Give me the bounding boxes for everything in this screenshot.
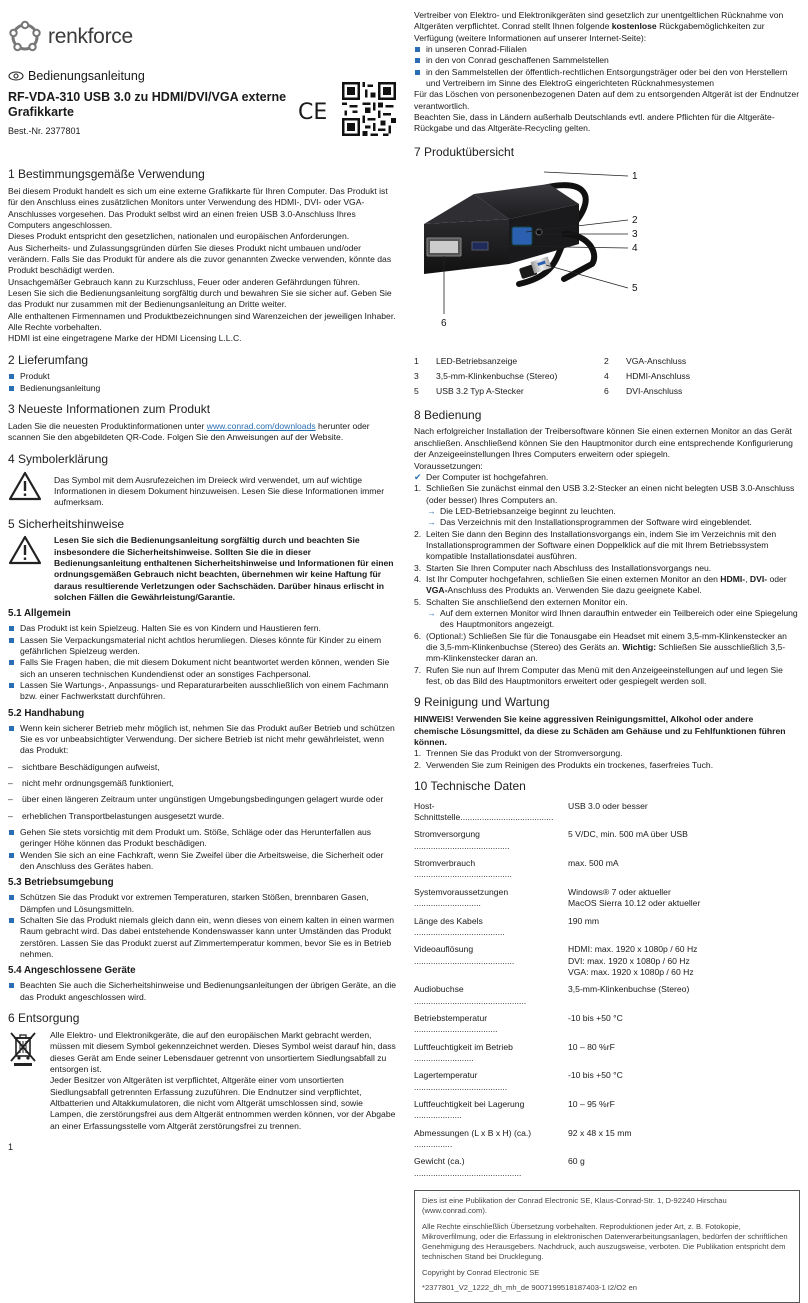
step-text: oder xyxy=(767,573,787,584)
result-item: → Das Verzeichnis mit den Installationsprogrammen der Software wird eingeblendet. xyxy=(414,517,800,528)
step-item: 7. Rufen Sie nun auf Ihrem Computer das Menü mit den Anzeigeeinstellungen auf und legen Sie fest, ob das Bild des Hauptmonitors erweitert oder gespiegelt werden soll. xyxy=(414,664,783,687)
step-text: Starten Sie Ihren Computer nach Abschluss des Installationsvorgangs neu. xyxy=(426,562,712,573)
section-title-disposal: 6 Entsorgung xyxy=(8,1011,80,1026)
section-title-safety: 5 Sicherheitshinweise xyxy=(8,516,125,531)
operation-steps xyxy=(414,483,800,687)
legend-label: LED-Betriebsanzeige xyxy=(436,355,518,366)
spec-value xyxy=(568,798,800,827)
spec-value-line: 3,5-mm-Klinkenbuchse (Stereo) xyxy=(568,984,690,995)
legend-number: 5 xyxy=(414,386,419,397)
paragraph: Alle Elektro- und Elektronikgeräte, die auf den europäischen Markt gebracht werden, müssen mit diesem Symbol gekennzeichnet werden. Dieses Symbol weist darauf hin, dass dieses Gerät am Ende seiner Lebensdauer getrennt von unsortiertem Siedlungsabfall zu entsorgen ist. xyxy=(50,1029,396,1074)
subsection-title-general: 5.1 Allgemein xyxy=(8,608,71,620)
spec-value xyxy=(568,1010,800,1039)
section-title-intended-use: 1 Bestimmungsgemäße Verwendung xyxy=(8,167,205,181)
paragraph: Dieses Produkt entspricht den gesetzlichen, nationalen und europäischen Anforderungen. xyxy=(8,231,350,242)
spec-value xyxy=(568,1067,800,1096)
legend-label: VGA-Anschluss xyxy=(626,355,687,366)
legend-label: HDMI-Anschluss xyxy=(626,370,690,381)
spec-value xyxy=(568,1125,800,1154)
spec-key: Betriebstemperatur ................................... xyxy=(414,1012,498,1035)
legend-number: 2 xyxy=(604,355,609,366)
spec-key: Abmessungen (L x B x H) (ca.) ................ xyxy=(414,1127,532,1149)
legend-label: 3,5-mm-Klinkenbuchse (Stereo) xyxy=(436,370,558,381)
text-bold: HDMI- xyxy=(720,573,746,584)
renkforce-logo-icon xyxy=(8,22,42,52)
spec-value xyxy=(568,1153,800,1182)
document-header xyxy=(8,22,396,167)
list-item: in den Sammelstellen der öffentlich-rechtlichen Entsorgungsträger oder bei den von Herstellern und Vertreibern im Sinne des ElektroG eingerichteten Rücknahmesystemen xyxy=(414,67,800,90)
text-bold: kostenlose xyxy=(611,21,657,32)
spec-value xyxy=(568,855,800,884)
safety-intro: Lesen Sie sich die Bedienungsanleitung sorgfältig durch und beachten Sie insbesondere die Sicherheitshinweise. Sollten Sie die in dieser Bedienungsanleitung enthaltenen Sicherheitshinweise und Informationen für einen ordnungsgemäßen Gebrauch nicht beachten, übernehmen wir keine Haftung für daraus resultierende Verletzungen oder Sachschäden. Darüber hinaus erlischt in solchen Fällen die Gewährleistung/Garantie. xyxy=(54,535,394,603)
handling-list-rest xyxy=(8,827,396,872)
brand-logo xyxy=(8,22,396,52)
legend-number: 3 xyxy=(414,370,419,381)
list-item: Produkt xyxy=(8,371,396,382)
step-text: Rufen Sie nun auf Ihrem Computer das Menü mit den Anzeigeeinstellungen auf und legen Sie fest, ob das Bild des Hauptmonitors erweitert oder gespiegelt werden soll. xyxy=(426,664,783,687)
spec-value-line: VGA: max. 1920 x 1080p / 60 Hz xyxy=(568,966,694,977)
symbol-explanation: Das Symbol mit dem Ausrufezeichen im Dreieck wird verwendet, um auf wichtige Informationen in diesem Dokument hinzuweisen. Lesen Sie diese Informationen immer aufmerksam. xyxy=(54,474,385,508)
prerequisite-item: ✔ Der Computer ist hochgefahren. xyxy=(414,472,800,483)
product-title: RF-VDA-310 USB 3.0 zu HDMI/DVI/VGA externe Grafikkarte xyxy=(8,89,287,120)
section-title-technical-data: 10 Technische Daten xyxy=(414,778,526,793)
table-row xyxy=(414,913,800,942)
section-title-symbols: 4 Symbolerklärung xyxy=(8,451,109,466)
step-item: 1. Trennen Sie das Produkt von der Stromversorgung. xyxy=(414,748,623,759)
callout-5: 5 xyxy=(632,282,638,294)
spec-value xyxy=(568,1039,800,1068)
list-item: Lassen Sie Wartungs-, Anpassungs- und Reparaturarbeiten ausschließlich von einem Fachmann bzw. einer Fachwerkstatt durchführen. xyxy=(8,680,396,703)
callout-3: 3 xyxy=(632,228,638,240)
callout-4: 4 xyxy=(632,242,638,254)
paragraph: Alle enthaltenen Firmennamen und Produktbezeichnungen sind Warenzeichen der jeweiligen Inhaber. Alle Rechte vorbehalten. xyxy=(8,310,396,332)
text: Vertreiber von Elektro- und Elektronikgeräten sind gesetzlich zur unentgeltlichen Rücknahme von Altgeräten verpflichtet. Conrad stellt Ihnen folgende xyxy=(414,10,784,32)
table-row xyxy=(414,1125,800,1154)
spec-value xyxy=(568,884,800,913)
paragraph xyxy=(414,10,800,44)
cleaning-steps xyxy=(414,748,800,771)
prerequisites-label: Voraussetzungen: xyxy=(414,460,483,471)
spec-value xyxy=(568,1096,800,1125)
spec-key: Gewicht (ca.) ............................................. xyxy=(414,1156,522,1178)
text-bold: Wichtig: xyxy=(622,642,657,652)
table-row xyxy=(414,1067,800,1096)
legend-row xyxy=(414,384,800,399)
paragraph: Bei diesem Produkt handelt es sich um eine externe Grafikkarte für Ihren Computer. Das Produkt ist für den Anschluss eines zusätzlichen Monitors unter Verwendung des HDMI-, DVI- oder VGA-Anschlusses vorgesehen. Das Produkt selbst wird an einen freien USB 3.0-Anschluss Ihres Computers angeschlossen. xyxy=(8,185,388,230)
eye-icon xyxy=(8,71,24,81)
list-item: Schützen Sie das Produkt vor extremen Temperaturen, starken Stößen, brennbaren Gasen, Dämpfen und Lösungsmitteln. xyxy=(8,892,396,915)
imprint-line: Copyright by Conrad Electronic SE xyxy=(422,1267,540,1277)
spec-value-line: HDMI: max. 1920 x 1080p / 60 Hz xyxy=(568,944,698,955)
connected-devices-list xyxy=(8,980,396,1003)
technical-data-table xyxy=(414,798,800,1182)
step-item: 1. Schließen Sie zunächst einmal den USB 3.2-Stecker an einen nicht belegten USB 3.0-Anschluss (oder besser) Ihres Computers an. → Die LED-Betriebsanzeige beginnt zu leuchten. → Das Verzeichnis mit den Installationsprogrammen der Software wird eingeblendet. xyxy=(414,483,800,528)
section-title-operation: 8 Bedienung xyxy=(414,407,482,422)
safety-intro-row xyxy=(8,535,396,603)
step-item: 2. Leiten Sie dann den Beginn des Installationsvorgangs ein, indem Sie im Verzeichnis mit den Installationsprogrammen der Software einen Doppelklick auf die mit Ihrem Betriebssystem kompatible Installationsdatei ausführen. xyxy=(414,528,777,562)
brand-name: renkforce xyxy=(48,25,133,49)
paragraph xyxy=(8,421,396,444)
general-list xyxy=(8,623,396,702)
warning-triangle-icon xyxy=(8,471,42,501)
spec-value xyxy=(568,826,800,855)
list-item xyxy=(8,723,396,757)
spec-key: Luftfeuchtigkeit bei Lagerung .................... xyxy=(414,1098,525,1121)
table-row xyxy=(414,855,800,884)
list-item: Schalten Sie das Produkt niemals gleich dann ein, wenn dieses von einem kalten in einen warmen Raum gebracht wird. Das dabei entstehende Kondenswasser kann unter Umständen das Produkt zerstören. Lassen Sie das Produkt zuerst auf Zimmertemperatur kommen, bevor Sie es in Betrieb nehmen. xyxy=(8,915,396,960)
ce-mark: CE xyxy=(298,100,328,125)
product-image xyxy=(414,164,800,354)
callout-1: 1 xyxy=(632,170,638,182)
spec-value xyxy=(568,981,800,1010)
step-item: 4. Ist Ihr Computer hochgefahren, schließen Sie einen externen Monitor an den HDMI-, DVI- oder VGA-Anschluss des Produkts an. Verwenden Sie dazu geeignete Kabel. xyxy=(414,573,787,596)
list-item: in den von Conrad geschaffenen Sammelstellen xyxy=(414,55,800,66)
step-text: Ist Ihr Computer hochgefahren, schließen Sie einen externen Monitor an den xyxy=(426,573,721,584)
spec-value-line: -10 bis +50 °C xyxy=(568,1012,623,1023)
paragraph: Unsachgemäßer Gebrauch kann zu Kurzschluss, Feuer oder anderen Gefährdungen führen. xyxy=(8,276,361,287)
list-item: – nicht mehr ordnungsgemäß funktioniert, xyxy=(0,778,396,789)
list-item: Gehen Sie stets vorsichtig mit dem Produkt um. Stöße, Schläge oder das Herunterfallen aus geringer Höhe können das Produkt beschädigen. xyxy=(8,827,396,850)
warning-triangle-icon xyxy=(8,535,42,565)
callout-2: 2 xyxy=(632,214,638,226)
legend-number: 1 xyxy=(414,355,419,366)
spec-value-line: USB 3.0 oder besser xyxy=(568,800,648,811)
spec-key: Audiobuchse ............................................... xyxy=(414,984,527,1006)
spec-key: Systemvoraussetzungen ............................ xyxy=(414,886,509,909)
spec-key: Host-Schnittstelle....................................... xyxy=(414,800,554,823)
step-item: 2. Verwenden Sie zum Reinigen des Produkts ein trockenes, faserfreies Tuch. xyxy=(414,759,714,770)
step-text: Anschluss des Produkts an. Verwenden Sie dazu geeignete Kabel. xyxy=(447,585,702,596)
spec-key: Luftfeuchtigkeit im Betrieb ......................... xyxy=(414,1041,513,1063)
step-text: Schließen Sie ausschließlich 3,5-mm-Klinkenstecker daran an. xyxy=(426,642,786,664)
step-text: Schließen Sie zunächst einmal den USB 3.2-Stecker an einen nicht belegten USB 3.0-Anschluss (oder besser) Ihres Computers an. xyxy=(426,483,795,505)
text: Rückgabemöglichkeiten zur Verfügung (weitere Informationen auf unserer Internet-Seite): xyxy=(414,21,765,43)
list-item: Bedienungsanleitung xyxy=(8,383,396,394)
paragraph: Lesen Sie sich die Bedienungsanleitung sorgfältig durch und bewahren Sie sie sicher auf. Geben Sie das Produkt nur zusammen mit der Bedienungsanleitung an Dritte weiter. xyxy=(8,287,392,310)
imprint-box xyxy=(414,1190,800,1303)
legend-label: DVI-Anschluss xyxy=(626,386,683,397)
spec-key: Videoauflösung .......................................... xyxy=(414,944,515,966)
step-item: 5. Schalten Sie anschließend den externen Monitor ein. → Auf dem externen Monitor wird Ihnen daraufhin entweder ein Teilbereich oder eine Spiegelung des Hauptmonitors angezeigt. xyxy=(414,597,800,631)
step-text: Verwenden Sie zum Reinigen des Produkts ein trockenes, faserfreies Tuch. xyxy=(426,759,714,770)
legend-row xyxy=(414,354,800,369)
table-row xyxy=(414,826,800,855)
step-text: (Optional:) Schließen Sie für die Tonausgabe ein Headset mit einem 3,5-mm-Klinkenstecker an die 3,5-mm-Klinkenbuchse (Stereo) des Geräts an. xyxy=(426,630,787,652)
paragraph: Aus Sicherheits- und Zulassungsgründen dürfen Sie dieses Produkt nicht umbauen und/oder verändern. Falls Sie das Produkt für andere als die zuvor genannten Zwecke verwenden, könnte das Produkt beschädigt werden. xyxy=(8,242,392,276)
spec-value xyxy=(568,941,800,981)
legend-number: 4 xyxy=(604,370,609,381)
delivery-list xyxy=(8,371,396,394)
list-item: in unseren Conrad-Filialen xyxy=(414,44,800,55)
table-row xyxy=(414,1010,800,1039)
spec-value-line: 5 V/DC, min. 500 mA über USB xyxy=(568,829,688,840)
environment-list xyxy=(8,892,396,960)
spec-value-line: 190 mm xyxy=(568,915,600,926)
spec-value-line: 92 x 48 x 15 mm xyxy=(568,1127,632,1138)
section-title-overview: 7 Produktübersicht xyxy=(414,144,515,159)
manual-label: Bedienungsanleitung xyxy=(28,69,145,83)
return-options-list xyxy=(414,44,800,89)
qr-code-icon[interactable] xyxy=(342,82,396,136)
paragraph: Beachten Sie, dass in Ländern außerhalb Deutschlands evtl. andere Pflichten für die Altgeräte-Rückgabe und das Altgeräte-Recycling gelten. xyxy=(414,112,775,134)
section-title-scope-of-delivery: 2 Lieferumfang xyxy=(8,352,89,367)
text: Wenn kein sicherer Betrieb mehr möglich ist, nehmen Sie das Produkt außer Betrieb und schützen Sie es vor unbeabsichtigter Verwendung. Der sichere Betrieb ist nicht mehr gewährleistet, wenn das Produkt: xyxy=(20,722,395,756)
spec-value-line: 10 – 80 %rF xyxy=(568,1041,615,1052)
downloads-link[interactable]: www.conrad.com/downloads xyxy=(206,420,316,431)
right-column xyxy=(414,0,800,1303)
symbol-row xyxy=(8,471,396,509)
spec-key: Stromversorgung ........................................ xyxy=(414,829,510,851)
spec-key: Länge des Kabels ...................................... xyxy=(414,915,505,937)
disposal-row xyxy=(8,1030,396,1132)
text: herunter oder scannen Sie den abgebildeten QR-Code. Folgen Sie den Anweisungen auf der Website. xyxy=(8,420,370,443)
legend-row xyxy=(414,369,800,384)
list-item: Beachten Sie auch die Sicherheitshinweise und Bedienungsanleitungen der übrigen Geräte, an die das Produkt angeschlossen wird. xyxy=(8,980,396,1003)
result-item: → Auf dem externen Monitor wird Ihnen daraufhin entweder ein Teilbereich oder eine Spiegelung des Hauptmonitors angezeigt. xyxy=(414,608,800,631)
spec-value-line: 10 – 95 %rF xyxy=(568,1098,615,1109)
text-bold: VGA- xyxy=(426,585,448,596)
spec-value xyxy=(568,913,800,942)
list-item: Das Produkt ist kein Spielzeug. Halten Sie es von Kindern und Haustieren fern. xyxy=(8,623,396,634)
spec-value-line: max. 500 mA xyxy=(568,858,619,869)
subsection-title-environment: 5.3 Betriebsumgebung xyxy=(8,877,114,889)
step-text: , xyxy=(745,573,750,584)
handling-conditions xyxy=(0,762,396,822)
table-row xyxy=(414,884,800,913)
left-column xyxy=(8,0,396,1132)
list-item: Falls Sie Fragen haben, die mit diesem Dokument nicht beantwortet werden können, wenden Sie sich an unseren technischen Kundendienst oder an sonstiges Fachpersonal. xyxy=(8,657,396,680)
section-title-latest-info: 3 Neueste Informationen zum Produkt xyxy=(8,402,211,417)
spec-value-line: 60 g xyxy=(568,1156,585,1167)
result-item: → Die LED-Betriebsanzeige beginnt zu leuchten. xyxy=(414,506,800,517)
step-item: 6. (Optional:) Schließen Sie für die Tonausgabe ein Headset mit einem 3,5-mm-Klinkenstecker an die 3,5-mm-Klinkenbuchse (Stereo) des Geräts an. Wichtig: Schließen Sie ausschließlich 3,5-mm-Klinkenstecker daran an. xyxy=(414,630,787,664)
crossed-bin-icon xyxy=(8,1030,38,1066)
table-row xyxy=(414,1096,800,1125)
imprint-line: Alle Rechte einschließlich Übersetzung vorbehalten. Reproduktionen jeder Art, z. B. Fotokopie, Mikroverfilmung, oder die Erfassung in elektronischen Datenverarbeitungsanlagen, bedürfen der schriftlichen Genehmigung des Herausgebers. Nachdruck, auch auszugsweise, verboten. Die Publikation entspricht dem technischen Stand bei Drucklegung. xyxy=(422,1221,788,1262)
step-text: Trennen Sie das Produkt von der Stromversorgung. xyxy=(426,748,623,759)
spec-value-line: MacOS Sierra 10.12 oder aktueller xyxy=(568,898,701,909)
step-text: Schalten Sie anschließend den externen Monitor ein. xyxy=(426,596,628,607)
imprint-line: Dies ist eine Publikation der Conrad Electronic SE, Klaus-Conrad-Str. 1, D-92240 Hirschau (www.conrad.com). xyxy=(422,1196,727,1216)
list-item: Wenden Sie sich an eine Fachkraft, wenn Sie Zweifel über die Arbeitsweise, die Sicherheit oder den Anschluss des Gerätes haben. xyxy=(8,850,396,873)
disposal-text xyxy=(50,1030,396,1132)
handling-list xyxy=(8,723,396,757)
step-text: Leiten Sie dann den Beginn des Installationsvorgangs ein, indem Sie im Verzeichnis mit den Installationsprogrammen der Software einen Doppelklick auf die mit Ihrem Betriebssystem kompatible Installationsdatei ausführen. xyxy=(426,528,777,562)
table-row xyxy=(414,798,800,827)
legend-label: USB 3.2 Typ A-Stecker xyxy=(436,386,524,397)
legend-number: 6 xyxy=(604,386,609,397)
spec-value-line: Windows® 7 oder aktueller xyxy=(568,886,671,897)
manual-heading xyxy=(8,68,396,85)
text-bold: DVI- xyxy=(749,573,768,584)
imprint-line: *2377801_V2_1222_dh_mh_de 9007199518187403-1 I2/O2 en xyxy=(422,1282,637,1292)
spec-value-line: -10 bis +50 °C xyxy=(568,1070,623,1081)
paragraph: Für das Löschen von personenbezogenen Daten auf dem zu entsorgenden Altgerät ist der Endnutzer verantwortlich. xyxy=(414,89,800,111)
graphics-adapter-illustration xyxy=(414,164,800,354)
paragraph: HDMI ist eine eingetragene Marke der HDMI Licensing L.L.C. xyxy=(8,333,242,344)
list-item: – sichtbare Beschädigungen aufweist, xyxy=(0,762,396,773)
overview-legend xyxy=(414,354,800,400)
step-item: 3. Starten Sie Ihren Computer nach Abschluss des Installationsvorgangs neu. xyxy=(414,562,712,573)
spec-key: Lagertemperatur ....................................... xyxy=(414,1070,508,1092)
paragraph: Jeder Besitzer von Altgeräten ist verpflichtet, Altgeräte einer vom unsortierten Siedlungsabfall getrennten Erfassung zuzuführen. Die Endnutzer sind verpflichtet, Altbatterien und Altakkumulatoren, die nicht vom Altgerät umschlossen sind, sowie Lampen, die zerstörungsfrei aus dem Altgerät entnommen werden können, vor der Abgabe an einer Erfassungsstelle vom Altgerät zerstörungsfrei zu trennen. xyxy=(50,1075,396,1131)
table-row xyxy=(414,1039,800,1068)
table-row xyxy=(414,981,800,1010)
subsection-title-connected-devices: 5.4 Angeschlossene Geräte xyxy=(8,965,136,977)
page-number: 1 xyxy=(8,1142,14,1152)
order-number: Best.-Nr. 2377801 xyxy=(8,125,81,136)
callout-6: 6 xyxy=(441,317,447,329)
list-item: – erheblichen Transportbelastungen ausgesetzt wurde. xyxy=(0,811,396,822)
table-row xyxy=(414,1153,800,1182)
cleaning-warning: HINWEIS! Verwenden Sie keine aggressiven Reinigungsmittel, Alkohol oder andere chemische Lösungsmittel, da diese zu Schäden am Gehäuse und zu Fehlfunktionen führen können. xyxy=(414,714,786,747)
text: Laden Sie die neuesten Produktinformationen unter xyxy=(8,420,207,431)
table-row xyxy=(414,941,800,981)
section-title-cleaning: 9 Reinigung und Wartung xyxy=(414,695,550,710)
list-item: Lassen Sie Verpackungsmaterial nicht achtlos herumliegen. Dieses könnte für Kinder zu einem gefährlichen Spielzeug werden. xyxy=(8,635,396,658)
list-item: – über einen längeren Zeitraum unter ungünstigen Umgebungsbedingungen gelagert wurde oder xyxy=(0,794,396,805)
spec-key: Stromverbrauch ......................................... xyxy=(414,858,512,880)
paragraph: Nach erfolgreicher Installation der Treibersoftware können Sie einen externen Monitor an das Gerät anschließen. Anschließend können Sie den Hauptmonitor durch eine entsprechende Konfigurierung der Anzeigeeinstellungen Ihres Computers erweitern oder spiegeln. xyxy=(414,426,793,460)
spec-value-line: DVI: max. 1920 x 1080p / 60 Hz xyxy=(568,955,690,966)
subsection-title-handling: 5.2 Handhabung xyxy=(8,707,85,719)
